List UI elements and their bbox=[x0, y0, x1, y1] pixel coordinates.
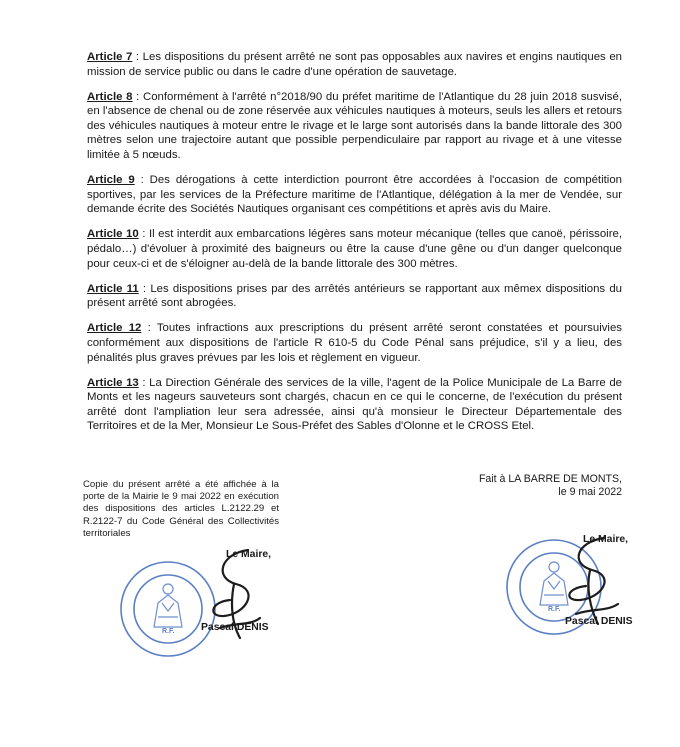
article-10: Article 10 : Il est interdit aux embarcations légères sans moteur mécanique (telles que canoë, périssoire, pédalo…) d'évoluer à proximité des baigneurs ou être la cause d'une gêne ou d'un danger quelconque pour ceux-ci et de s'éloigner au-delà de la bande littorale des 300 mètres. bbox=[87, 228, 622, 270]
article-8: Article 8 : Conformément à l'arrêté n°2018/90 du préfet maritime de l'Atlantique du 28 juin 2018 susvisé, en l'absence de chenal ou de zone réservée aux véhicules nautiques à moteurs, seuls les allers et retours des véhicules nautiques à moteur entre le rivage et le large sont autorisés dans la bande littorale des 300 mètres selon une trajectoire autant que possible perpendiculaire par rapport au rivage et à une vitesse limitée à 5 nœuds. bbox=[87, 90, 622, 162]
article-title: Article 12 bbox=[87, 322, 142, 335]
date-line: le 9 mai 2022 bbox=[558, 485, 622, 498]
article-7: Article 7 : Les dispositions du présent arrêté ne sont pas opposables aux navires et engins nautiques en mission de service public ou dans le cadre d'une opération de sauvetage. bbox=[87, 51, 622, 78]
svg-text:R.F.: R.F. bbox=[548, 606, 561, 613]
article-12: Article 12 : Toutes infractions aux prescriptions du présent arrêté seront constatées et poursuivies conformément aux dispositions de l'article R 610-5 du Code Pénal sans préjudice, s'il y a lieu, des pénalités plus graves prévues par les lois et règlement en vigueur. bbox=[87, 322, 622, 364]
mayor-name: Pascal DENIS bbox=[565, 616, 633, 627]
article-title: Article 13 bbox=[87, 376, 139, 389]
article-text: Les dispositions du présent arrêté ne sont pas opposables aux navires et engins nautiques en mission de service public ou dans le cadre d'une opération de sauvetage. bbox=[87, 51, 622, 78]
article-13: Article 13 : La Direction Générale des services de la ville, l'agent de la Police Municipale de La Barre de Monts et les nageurs sauveteurs sont chargés, chacun en ce qui le concerne, de l'exécution du présent arrêté dont l'ampliation leur sera adressée, ainsi qu'à monsieur le Directeur Départementale des Territoires et de la Mer, Monsieur Le Sous-Préfet des Sables d'Olonne et le CROSS Etel. bbox=[87, 376, 623, 433]
articles-section bbox=[87, 50, 622, 445]
article-title: Article 7 bbox=[87, 51, 133, 63]
posting-notice: Copie du présent arrêté a été affichée à la porte de la Mairie le 9 mai 2022 en exécution des dispositions des articles L.2122.29 et R.2122-7 du Code Général des Collectivités territoriales bbox=[83, 479, 279, 539]
article-9: Article 9 : Des dérogations à cette interdiction pourront être accordées à l'occasion de compétition sportives, par les services de la Préfecture maritime de l'Atlantique, délégation à la mer de Vendée, sur demande écrite des Sociétés Nautiques organisant ces compétitions et après avis du Maire. bbox=[87, 174, 622, 216]
place-date bbox=[470, 473, 622, 498]
svg-text:R.F.: R.F. bbox=[162, 628, 175, 635]
article-11: Article 11 : Les dispositions prises par des arrêtés antérieurs se rapportant aux mêmex dispositions du présent arrêté sont abrogées. bbox=[87, 282, 622, 310]
mayor-title: Le Maire, bbox=[583, 534, 629, 545]
article-title: Article 10 bbox=[87, 228, 139, 241]
article-text: La Direction Générale des services de la ville, l'agent de la Police Municipale de La Barre de Monts et les nageurs sauveteurs sont chargés, chacun en ce qui le concerne, de l'exécution du présent arrêté dont l'ampliation leur sera adressée, ainsi qu'à monsieur le Directeur Départementale des Territoires et de la Mer, Monsieur Le Sous-Préfet des Sables d'Olonne et le CROSS Etel. bbox=[87, 376, 623, 433]
article-text: Toutes infractions aux prescriptions du présent arrêté seront constatées et poursuivies conformément aux dispositions de l'article R 610-5 du Code Pénal sans préjudice, s'il y a lieu, des pénalités plus graves prévues par les lois et règlement en vigueur. bbox=[87, 322, 622, 364]
article-title: Article 9 bbox=[87, 174, 135, 187]
article-text: Des dérogations à cette interdiction pourront être accordées à l'occasion de compétition sportives, par les services de la Préfecture maritime de l'Atlantique, délégation à la mer de Vendée, sur demande écrite des Sociétés Nautiques organisant ces compétitions et après avis du Maire. bbox=[87, 174, 622, 216]
mayor-name: Pascal DENIS bbox=[201, 622, 269, 633]
place-line: Fait à LA BARRE DE MONTS, bbox=[478, 473, 622, 485]
mayor-title: Le Maire, bbox=[226, 549, 272, 560]
article-text: Les dispositions prises par des arrêtés antérieurs se rapportant aux mêmex dispositions du présent arrêté sont abrogées. bbox=[87, 282, 622, 310]
article-title: Article 8 bbox=[87, 90, 133, 103]
article-title: Article 11 bbox=[87, 282, 139, 295]
article-text: Il est interdit aux embarcations légères sans moteur mécanique (telles que canoë, périssoire, pédalo…) d'évoluer à proximité des baigneurs ou être la cause d'une gêne ou d'un danger quelconque pour ceux-ci et de s'éloigner au-delà de la bande littorale des 300 mètres. bbox=[87, 228, 622, 270]
article-text: Conformément à l'arrêté n°2018/90 du préfet maritime de l'Atlantique du 28 juin 2018 susvisé, en l'absence de chenal ou de zone réservée aux véhicules nautiques à moteurs, seuls les allers et retours des véhicules nautiques à moteur entre le rivage et le large sont autorisés dans la bande littorale des 300 mètres selon une trajectoire autant que possible perpendiculaire par rapport au rivage et à une vitesse limitée à 5 nœuds. bbox=[87, 90, 622, 162]
signature-icon bbox=[546, 530, 636, 630]
